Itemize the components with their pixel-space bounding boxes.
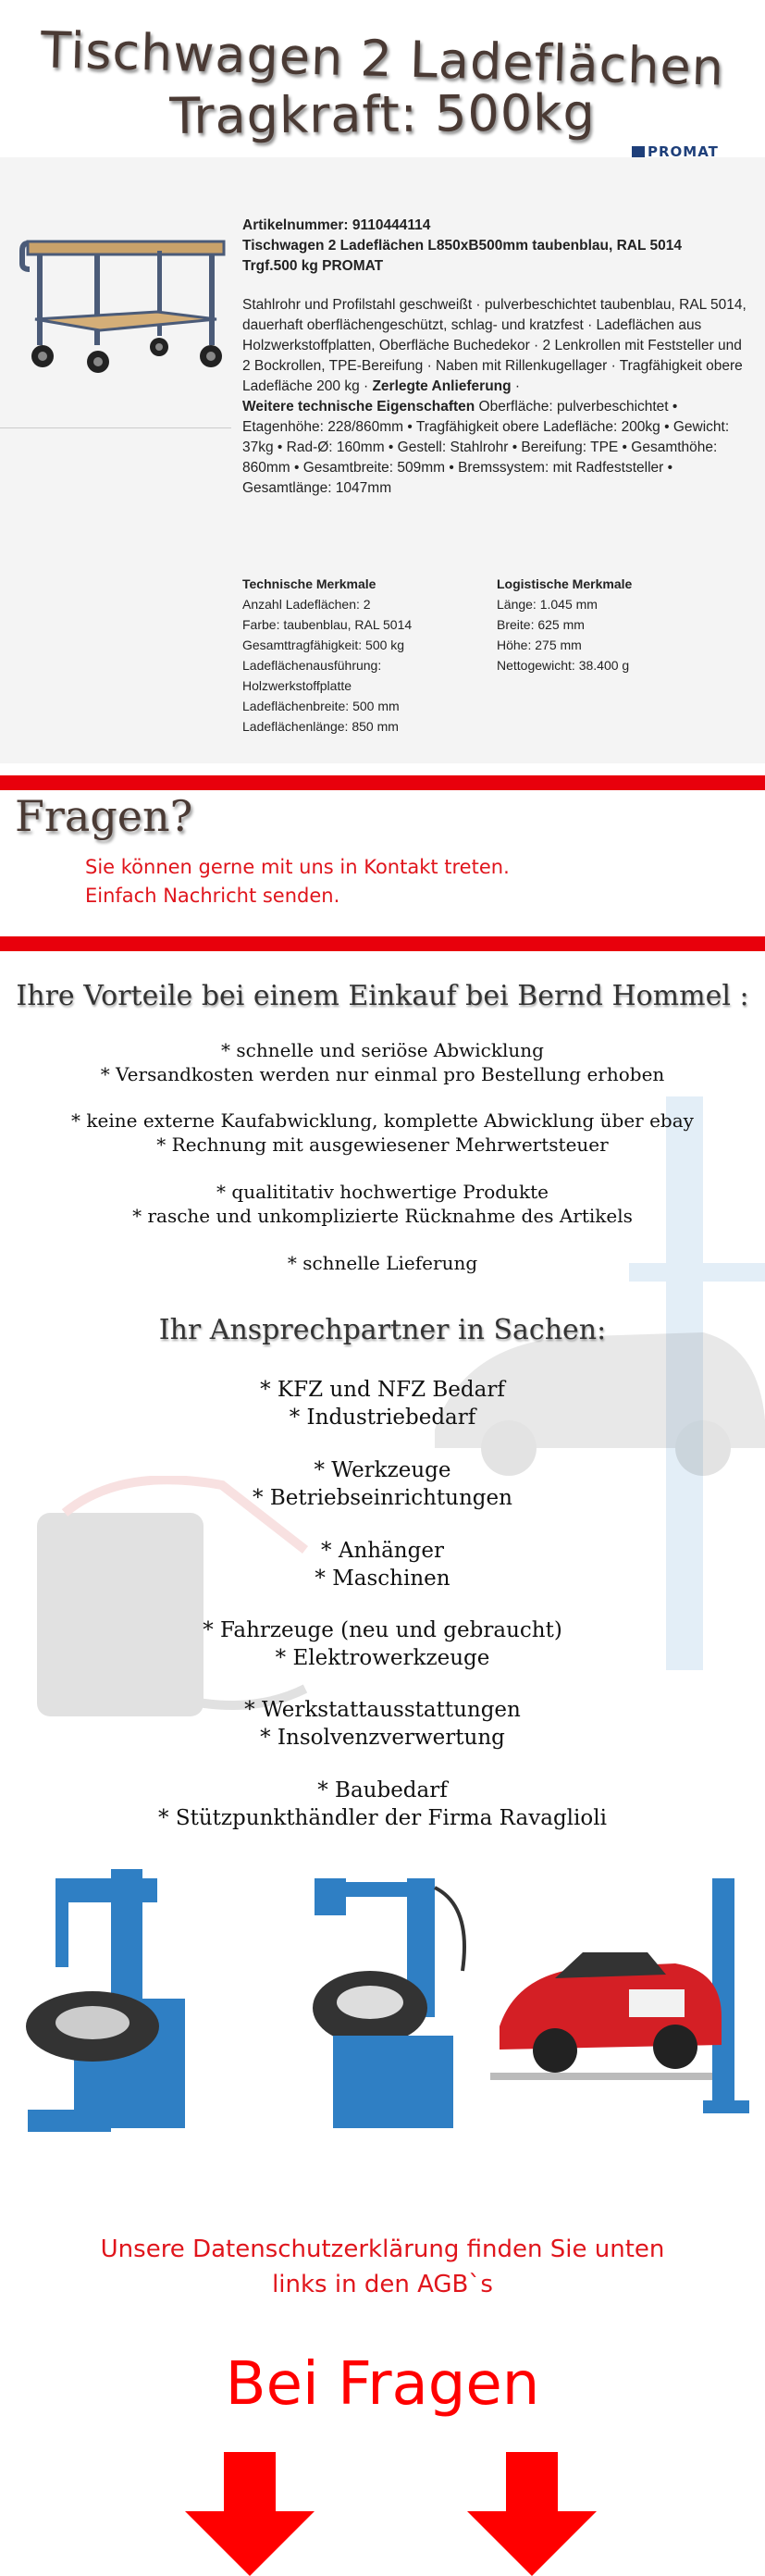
spec-item: Anzahl Ladeflächen: 2	[242, 597, 371, 612]
contact-item: * Werkzeuge	[314, 1458, 451, 1482]
cart-leg	[37, 254, 43, 345]
cart-leg	[209, 254, 215, 345]
contact-item: * Stützpunkthändler der Firma Ravaglioli	[158, 1806, 607, 1830]
privacy-line-1: Unsere Datenschutzerklärung finden Sie unten	[100, 2235, 665, 2263]
questions-title: Fragen?	[15, 791, 193, 841]
questions-line-2: Einfach Nachricht senden.	[85, 885, 340, 907]
product-name-line-2: Trgf.500 kg PROMAT	[242, 258, 384, 274]
background-booster-image	[9, 1476, 315, 1735]
page-header	[0, 0, 765, 157]
cart-top-shelf	[28, 242, 224, 254]
spec-item: Ladeflächenbreite: 500 mm	[242, 699, 400, 713]
contact-item: * Elektrowerkzeuge	[275, 1646, 490, 1670]
logistic-features	[497, 574, 632, 675]
contact-item: * Industriebedarf	[289, 1406, 476, 1430]
product-name-line-1: Tischwagen 2 Ladeflächen L850xB500mm taubenblau, RAL 5014	[242, 238, 682, 254]
contact-item: * Maschinen	[315, 1567, 450, 1591]
machines-images	[0, 1860, 765, 2137]
arrow-down-icon	[185, 2452, 315, 2576]
spec-item: Höhe: 275 mm	[497, 638, 582, 652]
spec-item: Ladeflächenlänge: 850 mm	[242, 719, 399, 734]
logistic-features-title: Logistische Merkmale	[497, 576, 633, 591]
contact-item: * Betriebseinrichtungen	[253, 1486, 512, 1510]
product-properties: Weitere technische Eigenschaften Oberfläche: pulverbeschichtet • Etagenhöhe: 228/860mm • Tragfähigkeit obere Ladefläche: 200kg • Gewicht: 37kg • Rad-Ø: 160mm • Gestell: Stahlrohr • Bereifung: TPE • Gesamthöhe: 860mm • Gesamtbreite: 509mm • Bremssystem: mit Radfeststeller • Gesamtlänge: 1047mm	[242, 399, 730, 496]
contact-heading: Ihr Ansprechpartner in Sachen:	[158, 1314, 607, 1346]
technical-features	[242, 574, 412, 737]
advantages-section	[0, 958, 765, 1864]
title-line-2: Tragkraft: 500kg	[169, 82, 596, 146]
title-line-1: Tischwagen 2 Ladeflächen	[40, 20, 725, 97]
spec-item: Ladeflächenausführung:	[242, 658, 382, 673]
article-number: Artikelnummer: 9110444114	[242, 217, 431, 233]
contact-item: * KFZ und NFZ Bedarf	[260, 1378, 505, 1402]
red-divider-top	[0, 775, 765, 790]
cart-bottom-shelf	[35, 312, 216, 330]
spec-item: Nettogewicht: 38.400 g	[497, 658, 630, 673]
promat-logo: PROMAT	[632, 143, 719, 160]
spec-item: Farbe: taubenblau, RAL 5014	[242, 617, 413, 632]
spec-item: Länge: 1.045 mm	[497, 597, 598, 612]
product-description	[242, 216, 749, 499]
contact-item: * Fahrzeuge (neu und gebraucht)	[203, 1618, 562, 1642]
product-description-text: Stahlrohr und Profilstahl geschweißt · pulverbeschichtet taubenblau, RAL 5014, dauerhaft oberflächengeschützt, schlag- und kratzfest · Ladeflächen aus Holzwerkstoffplatten, Oberfläche Buchedekor · 2 Lenkrollen mit Feststeller und 2 Bockrollen, TPE-Bereifung · Naben mit Rillenkugellager · Tragfähigkeit obere Ladefläche 200 kg · Zerlegte Anlieferung ·	[242, 297, 746, 394]
questions-text	[85, 853, 510, 910]
advantage-item: * qualititativ hochwertige Produkte	[216, 1181, 549, 1203]
spec-item: Gesamttragfähigkeit: 500 kg	[242, 638, 405, 652]
advantages-heading: Ihre Vorteile bei einem Einkauf bei Bernd Hommel :	[16, 980, 749, 1012]
product-divider	[0, 427, 231, 428]
privacy-line-2: links in den AGB`s	[272, 2271, 493, 2298]
red-divider-bottom	[0, 936, 765, 951]
advantage-item: * keine externe Kaufabwicklung, komplette Abwicklung über ebay	[71, 1109, 694, 1132]
promat-logo-mark-icon	[632, 146, 645, 157]
technical-features-title: Technische Merkmale	[242, 576, 376, 591]
product-cart-image	[19, 227, 231, 375]
lift-with-car-image	[490, 1878, 759, 2119]
advantage-item: * Versandkosten werden nur einmal pro Bestellung erhoben	[100, 1063, 665, 1085]
advantage-item: * schnelle und seriöse Abwicklung	[221, 1039, 544, 1061]
contact-item: * Baubedarf	[317, 1778, 448, 1802]
questions-banner: Bei Fragen	[225, 2350, 540, 2419]
contact-item: * Werkstattausstattungen	[244, 1698, 521, 1722]
advantage-item: * rasche und unkomplizierte Rücknahme des Artikels	[132, 1205, 633, 1227]
spec-item: Holzwerkstoffplatte	[242, 678, 352, 693]
privacy-note	[0, 2232, 765, 2302]
tire-changer-image	[19, 1860, 204, 2137]
contact-item: * Insolvenzverwertung	[260, 1726, 505, 1750]
contact-item: * Anhänger	[321, 1539, 444, 1563]
questions-line-1: Sie können gerne mit uns in Kontakt treten.	[85, 856, 510, 878]
tire-changer-image	[296, 1869, 472, 2137]
advantage-item: * schnelle Lieferung	[287, 1252, 478, 1274]
spec-item: Breite: 625 mm	[497, 617, 585, 632]
advantage-item: * Rechnung mit ausgewiesener Mehrwertsteuer	[156, 1133, 609, 1156]
arrow-down-icon	[467, 2452, 597, 2576]
